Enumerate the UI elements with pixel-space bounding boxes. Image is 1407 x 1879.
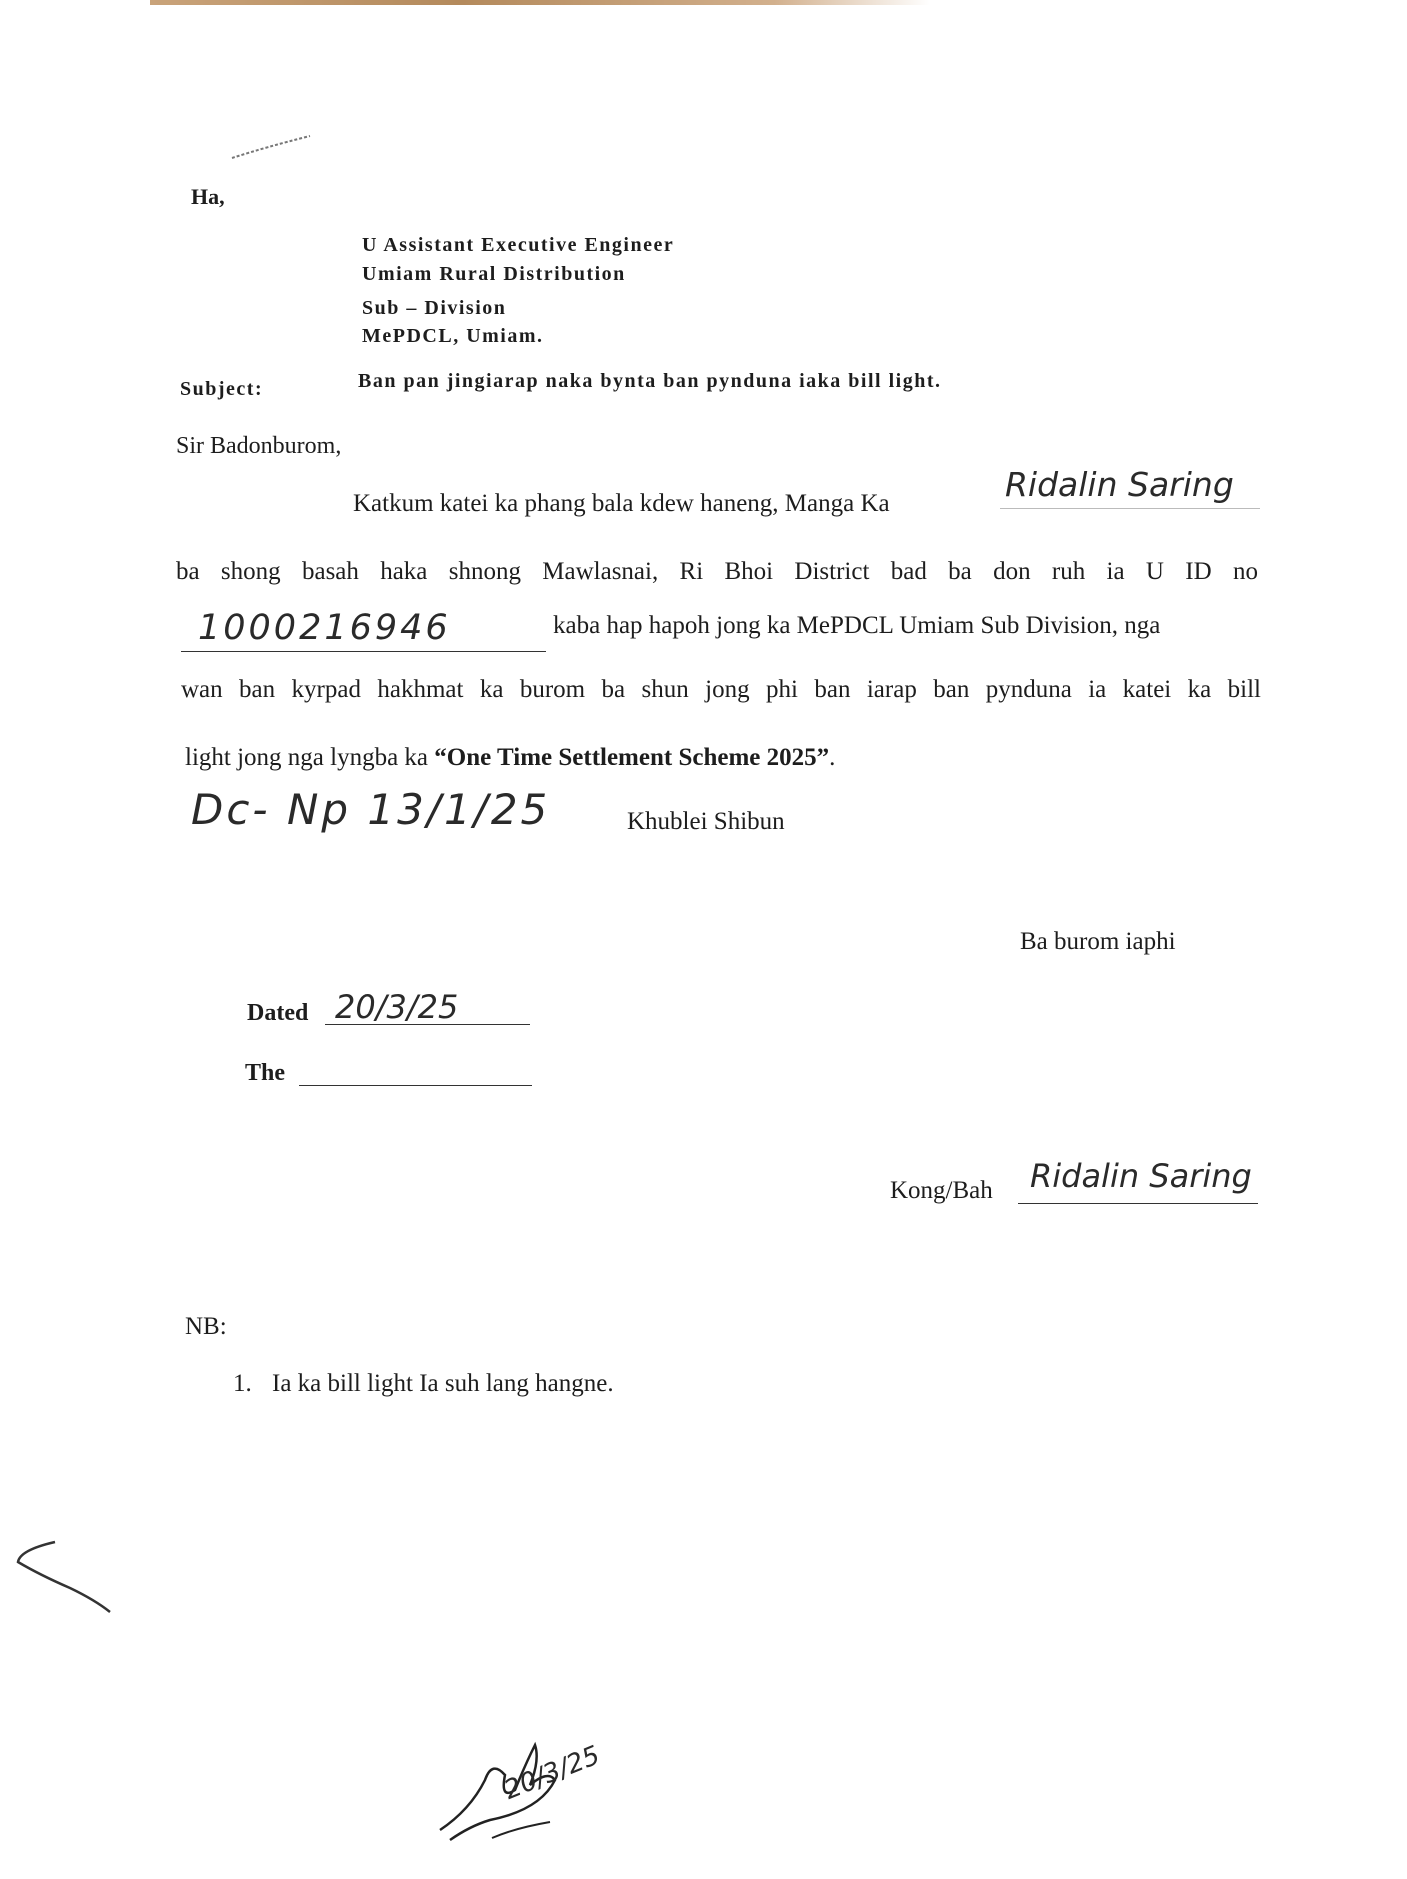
body-line-4: wan ban kyrpad hakhmat ka burom ba shun jong phi ban iarap ban pynduna ia katei ka bill	[181, 676, 1261, 703]
signatory-label: Kong/Bah	[890, 1177, 993, 1204]
body-line-2: ba shong basah haka shnong Mawlasnai, Ri Bhoi District bad ba don ruh ia U ID no	[176, 558, 1258, 585]
pen-mark-left	[10, 1530, 120, 1640]
subject-text: Ban pan jingiarap naka bynta ban pynduna iaka bill light.	[358, 370, 942, 392]
addressee-line-1: U Assistant Executive Engineer	[362, 234, 675, 256]
applicant-name-line	[1000, 508, 1260, 509]
body-line-1: Katkum katei ka phang bala kdew haneng, Manga Ka	[353, 490, 890, 517]
bottom-signature-date: 20/3/25	[500, 1740, 605, 1806]
body-line-5-end: .	[829, 744, 836, 771]
nb-item-text: Ia ka bill light Ia suh lang hangne.	[272, 1370, 614, 1397]
salutation-to: Ha,	[191, 184, 225, 209]
pen-mark	[226, 125, 316, 165]
dated-label: Dated	[247, 1000, 309, 1026]
uid-number-line	[181, 651, 546, 652]
scheme-name: “One Time Settlement Scheme 2025”	[434, 744, 830, 771]
dc-note-handwritten: Dc- Np 13/1/25	[191, 785, 551, 834]
nb-item	[233, 1370, 614, 1398]
body-line-5-start: light jong nga lyngba ka	[185, 744, 429, 771]
dated-line	[325, 1024, 530, 1025]
signatory-line	[1018, 1203, 1258, 1204]
nb-item-number: 1.	[233, 1370, 252, 1397]
addressee-line-2: Umiam Rural Distribution	[362, 263, 626, 285]
thanks: Khublei Shibun	[627, 808, 785, 835]
greeting: Sir Badonburom,	[176, 433, 342, 459]
addressee-line-4: MePDCL, Umiam.	[362, 325, 544, 347]
nb-label: NB:	[185, 1313, 227, 1340]
uid-number-handwritten: 1000216946	[198, 608, 451, 648]
scan-edge-strip	[150, 0, 930, 5]
the-line	[299, 1085, 532, 1086]
applicant-name-handwritten: Ridalin Saring	[1005, 465, 1234, 504]
dated-value-handwritten: 20/3/25	[335, 988, 459, 1026]
body-line-3: kaba hap hapoh jong ka MePDCL Umiam Sub Division, nga	[553, 612, 1161, 639]
closing: Ba burom iaphi	[1020, 928, 1176, 955]
addressee-line-3: Sub – Division	[362, 297, 507, 319]
the-label: The	[245, 1060, 286, 1086]
subject-label: Subject:	[180, 378, 264, 400]
signatory-name-handwritten: Ridalin Saring	[1030, 1157, 1252, 1195]
